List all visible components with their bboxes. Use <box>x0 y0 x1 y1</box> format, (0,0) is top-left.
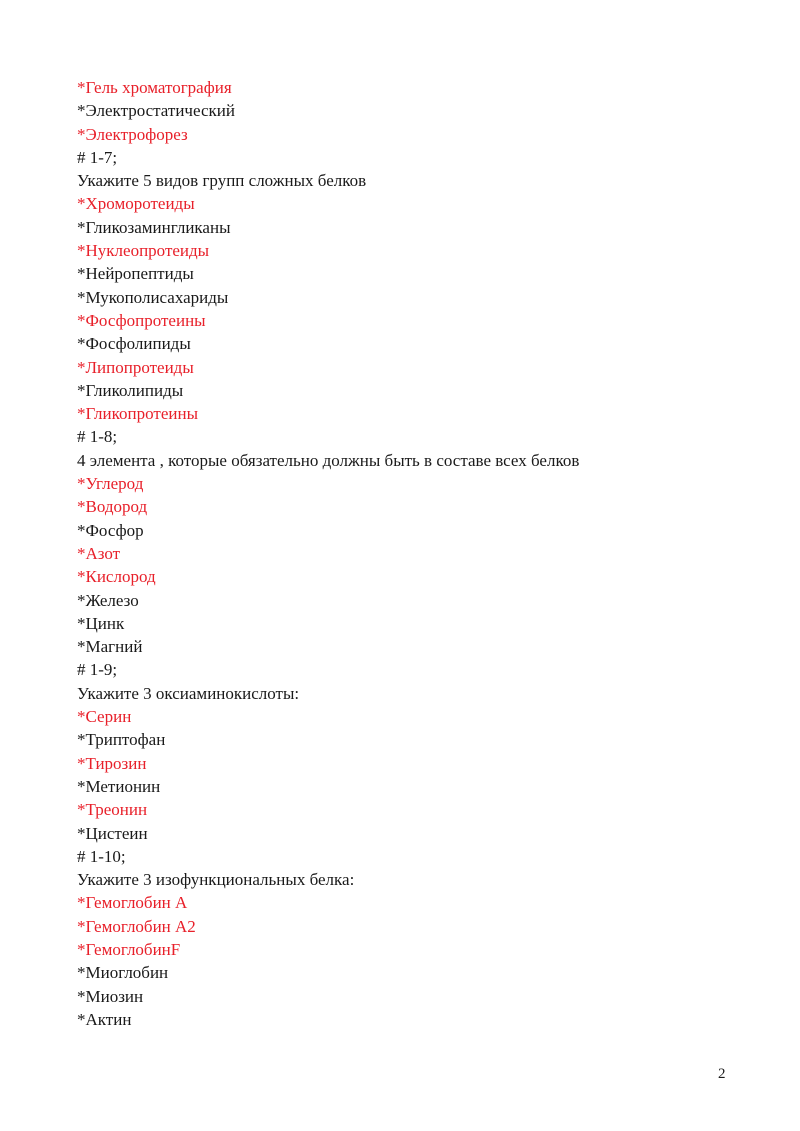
answer-option: *Железо <box>77 590 139 610</box>
correct-answer-option: *Азот <box>77 543 121 563</box>
answer-option: *Метионин <box>77 776 161 796</box>
correct-answer-option: *Гель хроматография <box>77 78 232 97</box>
question-number: # 1-8; <box>77 427 118 447</box>
correct-answer-option: *Электрофорез <box>77 124 188 144</box>
answer-option: *Мукополисахариды <box>77 287 229 307</box>
correct-answer-option: *Тирозин <box>77 753 147 773</box>
correct-answer-option: *Нуклеопротеиды <box>77 241 210 261</box>
answer-option: *Фосфолипиды <box>77 334 191 354</box>
correct-answer-option: *Гемоглобин А2 <box>77 916 196 936</box>
question-text: 4 элемента , которые обязательно должны быть в составе всех белков <box>77 450 580 470</box>
correct-answer-option: *Липопротеиды <box>77 357 194 377</box>
answer-option: *Фосфор <box>77 520 144 540</box>
question-text: Укажите 5 видов групп сложных белков <box>77 171 367 191</box>
answer-option: *Электростатический <box>77 101 235 121</box>
answer-option: *Гликозамингликаны <box>77 217 231 237</box>
answer-option: *Цинк <box>77 613 125 633</box>
correct-answer-option: *Треонин <box>77 800 148 820</box>
answer-option: *Триптофан <box>77 730 166 750</box>
answer-option: *Нейропептиды <box>77 264 194 284</box>
correct-answer-option: *Водород <box>77 497 148 517</box>
correct-answer-option: *Кислород <box>77 567 156 587</box>
question-text: Укажите 3 оксиаминокислоты: <box>77 683 300 703</box>
document-body <box>77 76 597 1031</box>
answer-option: *Цистеин <box>77 823 148 843</box>
answer-option: *Миозин <box>77 986 144 1006</box>
correct-answer-option: *Хроморотеиды <box>77 194 195 214</box>
correct-answer-option: *Серин <box>77 707 132 727</box>
answer-option: *Гликолипиды <box>77 380 184 400</box>
correct-answer-option: *Гликопротеины <box>77 404 198 424</box>
answer-option: *Магний <box>77 637 143 657</box>
correct-answer-option: *Углерод <box>77 474 144 494</box>
correct-answer-option: *ГемоглобинF <box>77 939 181 959</box>
question-number: # 1-10; <box>77 846 126 866</box>
question-number: # 1-9; <box>77 660 118 680</box>
correct-answer-option: *Гемоглобин А <box>77 893 188 913</box>
question-text: Укажите 3 изофункциональных белка: <box>77 870 355 890</box>
correct-answer-option: *Фосфопротеины <box>77 310 206 330</box>
answer-option: *Миоглобин <box>77 963 169 983</box>
question-number: # 1-7; <box>77 147 118 167</box>
answer-option: *Актин <box>77 1009 132 1029</box>
page-number: 2 <box>718 1066 726 1082</box>
